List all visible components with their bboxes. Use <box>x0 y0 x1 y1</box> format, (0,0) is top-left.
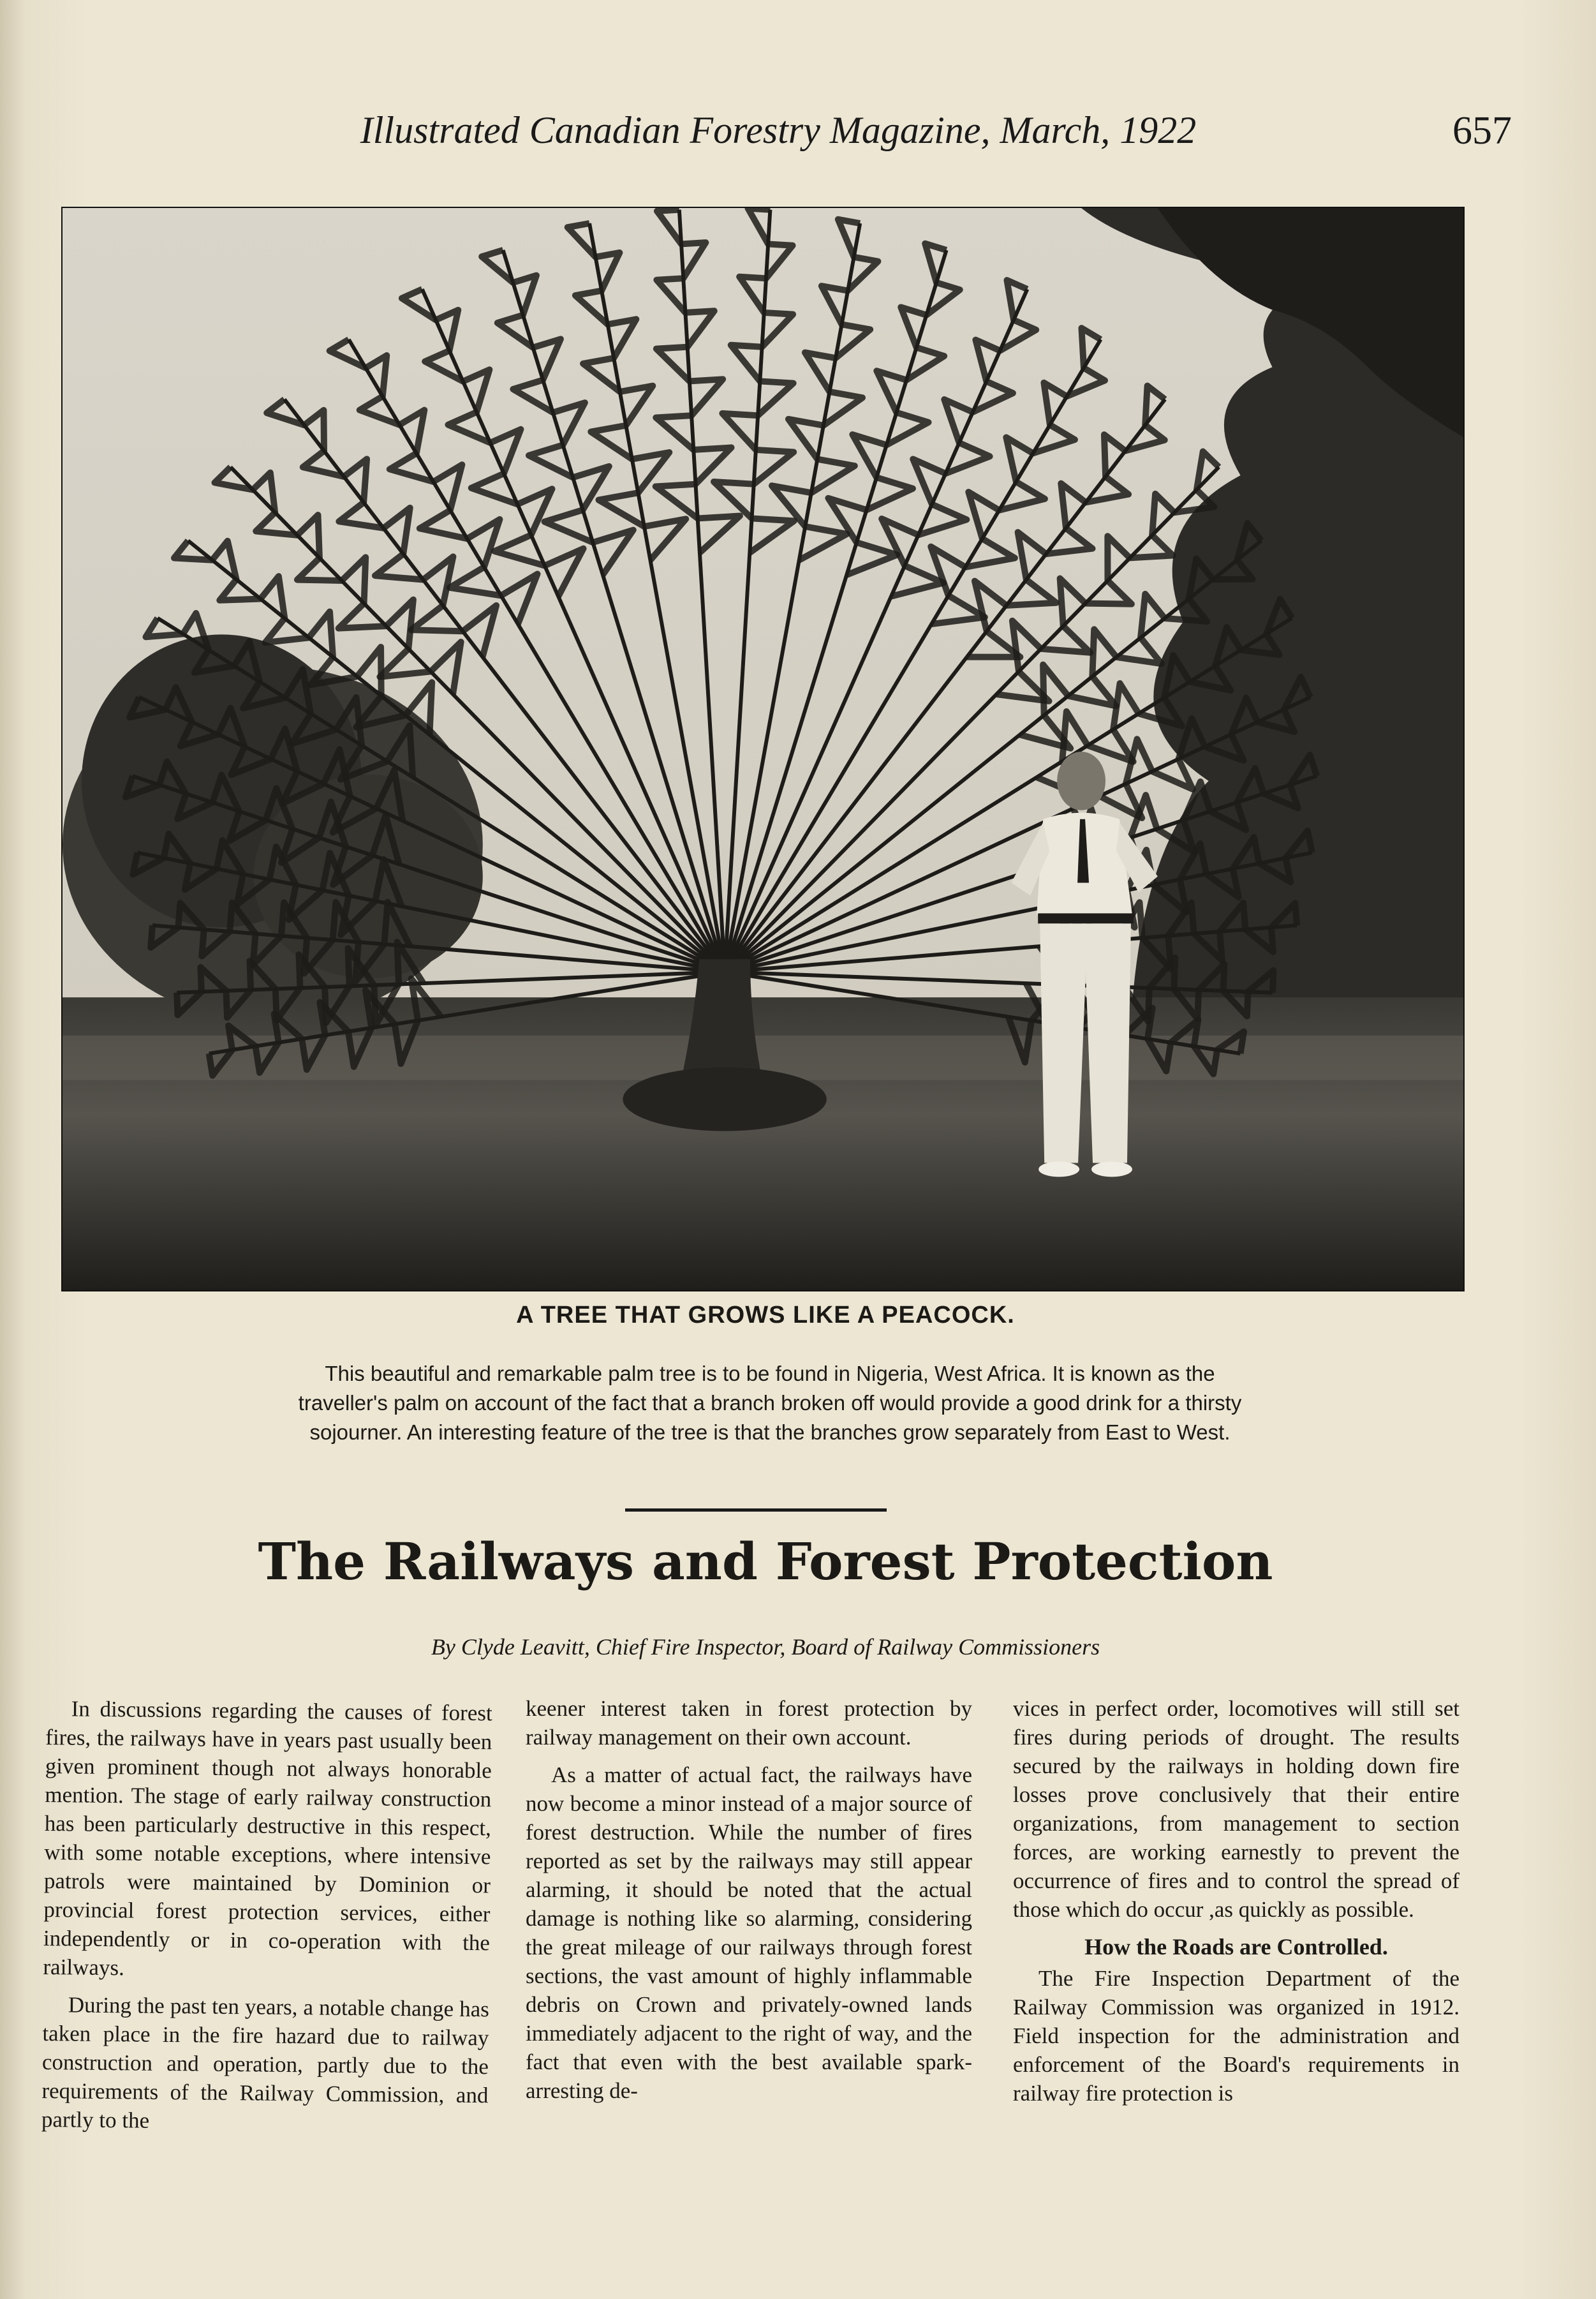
divider-rule <box>625 1508 887 1512</box>
article-title: The Railways and Forest Protection <box>258 1531 1273 1591</box>
paragraph: keener interest taken in forest protection by railway management on their own account. <box>526 1696 972 1750</box>
caption-body: This beautiful and remarkable palm tree is to be found in Nigeria, West Africa. It is known as the traveller's palm on account of the fact that a branch broken off would provide a good drink for a thirsty sojourner. An interesting feature of the tree is that the branches grow separately from East to West. <box>298 1362 1242 1444</box>
byline: By Clyde Leavitt, Chief Fire Inspector, Board of Railway Commissioners <box>431 1634 1100 1660</box>
article-column-3 <box>1013 1694 1459 2117</box>
caption-title: A TREE THAT GROWS LIKE A PEACOCK. <box>516 1302 1015 1328</box>
article-column-1 <box>41 1694 492 2147</box>
palm-tree-photo <box>61 207 1465 1291</box>
section-subheading: How the Roads are Controlled. <box>1084 1934 1388 1960</box>
page-number: 657 <box>1452 109 1512 153</box>
running-head: Illustrated Canadian Forestry Magazine, March, 1922 <box>360 109 1197 151</box>
paragraph: As a matter of actual fact, the railways have now become a minor instead of a major source of forest destruction. While the number of fires reported as set by the railways may still appear alarming, it should be noted that the actual damage is nothing like so alarming, considering the great mileage of our railways through forest sections, the vast amount of highly inflammable debris on Crown and privately-owned lands immediately adjacent to the right of way, and the fact that even with the best available spark-arresting de- <box>526 1762 972 2103</box>
palm-tree-illustration <box>63 208 1463 1290</box>
paragraph: In discussions regarding the causes of forest fires, the railways have in years past usually been given prominent though not always honorable mention. The stage of early railway construction has been particularly destructive in this respect, with some notable exceptions, where intensive patrols were maintained by Dominion or provincial forest protection services, either independently or in co-operation with the railways. <box>43 1696 492 1981</box>
article-column-2 <box>526 1694 972 2114</box>
paragraph: The Fire Inspection Department of the Railway Commission was organized in 1912. Field inspection for the administration and enforcement of the Board's requirements in railway fire protection is <box>1013 1966 1459 2106</box>
paragraph: vices in perfect order, locomotives will still set fires during periods of drought. The results secured by the railways in holding down fire losses prove conclusively that their entire organizations, from management to section forces, are working earnestly to prevent the occurrence of fires and to control the spread of those which do occur ,as quickly as possible. <box>1013 1696 1459 1922</box>
paragraph: During the past ten years, a notable change has taken place in the fire hazard due to railway construction and operation, partly due to the requirements of the Railway Commission, and partly to the <box>41 1992 490 2133</box>
